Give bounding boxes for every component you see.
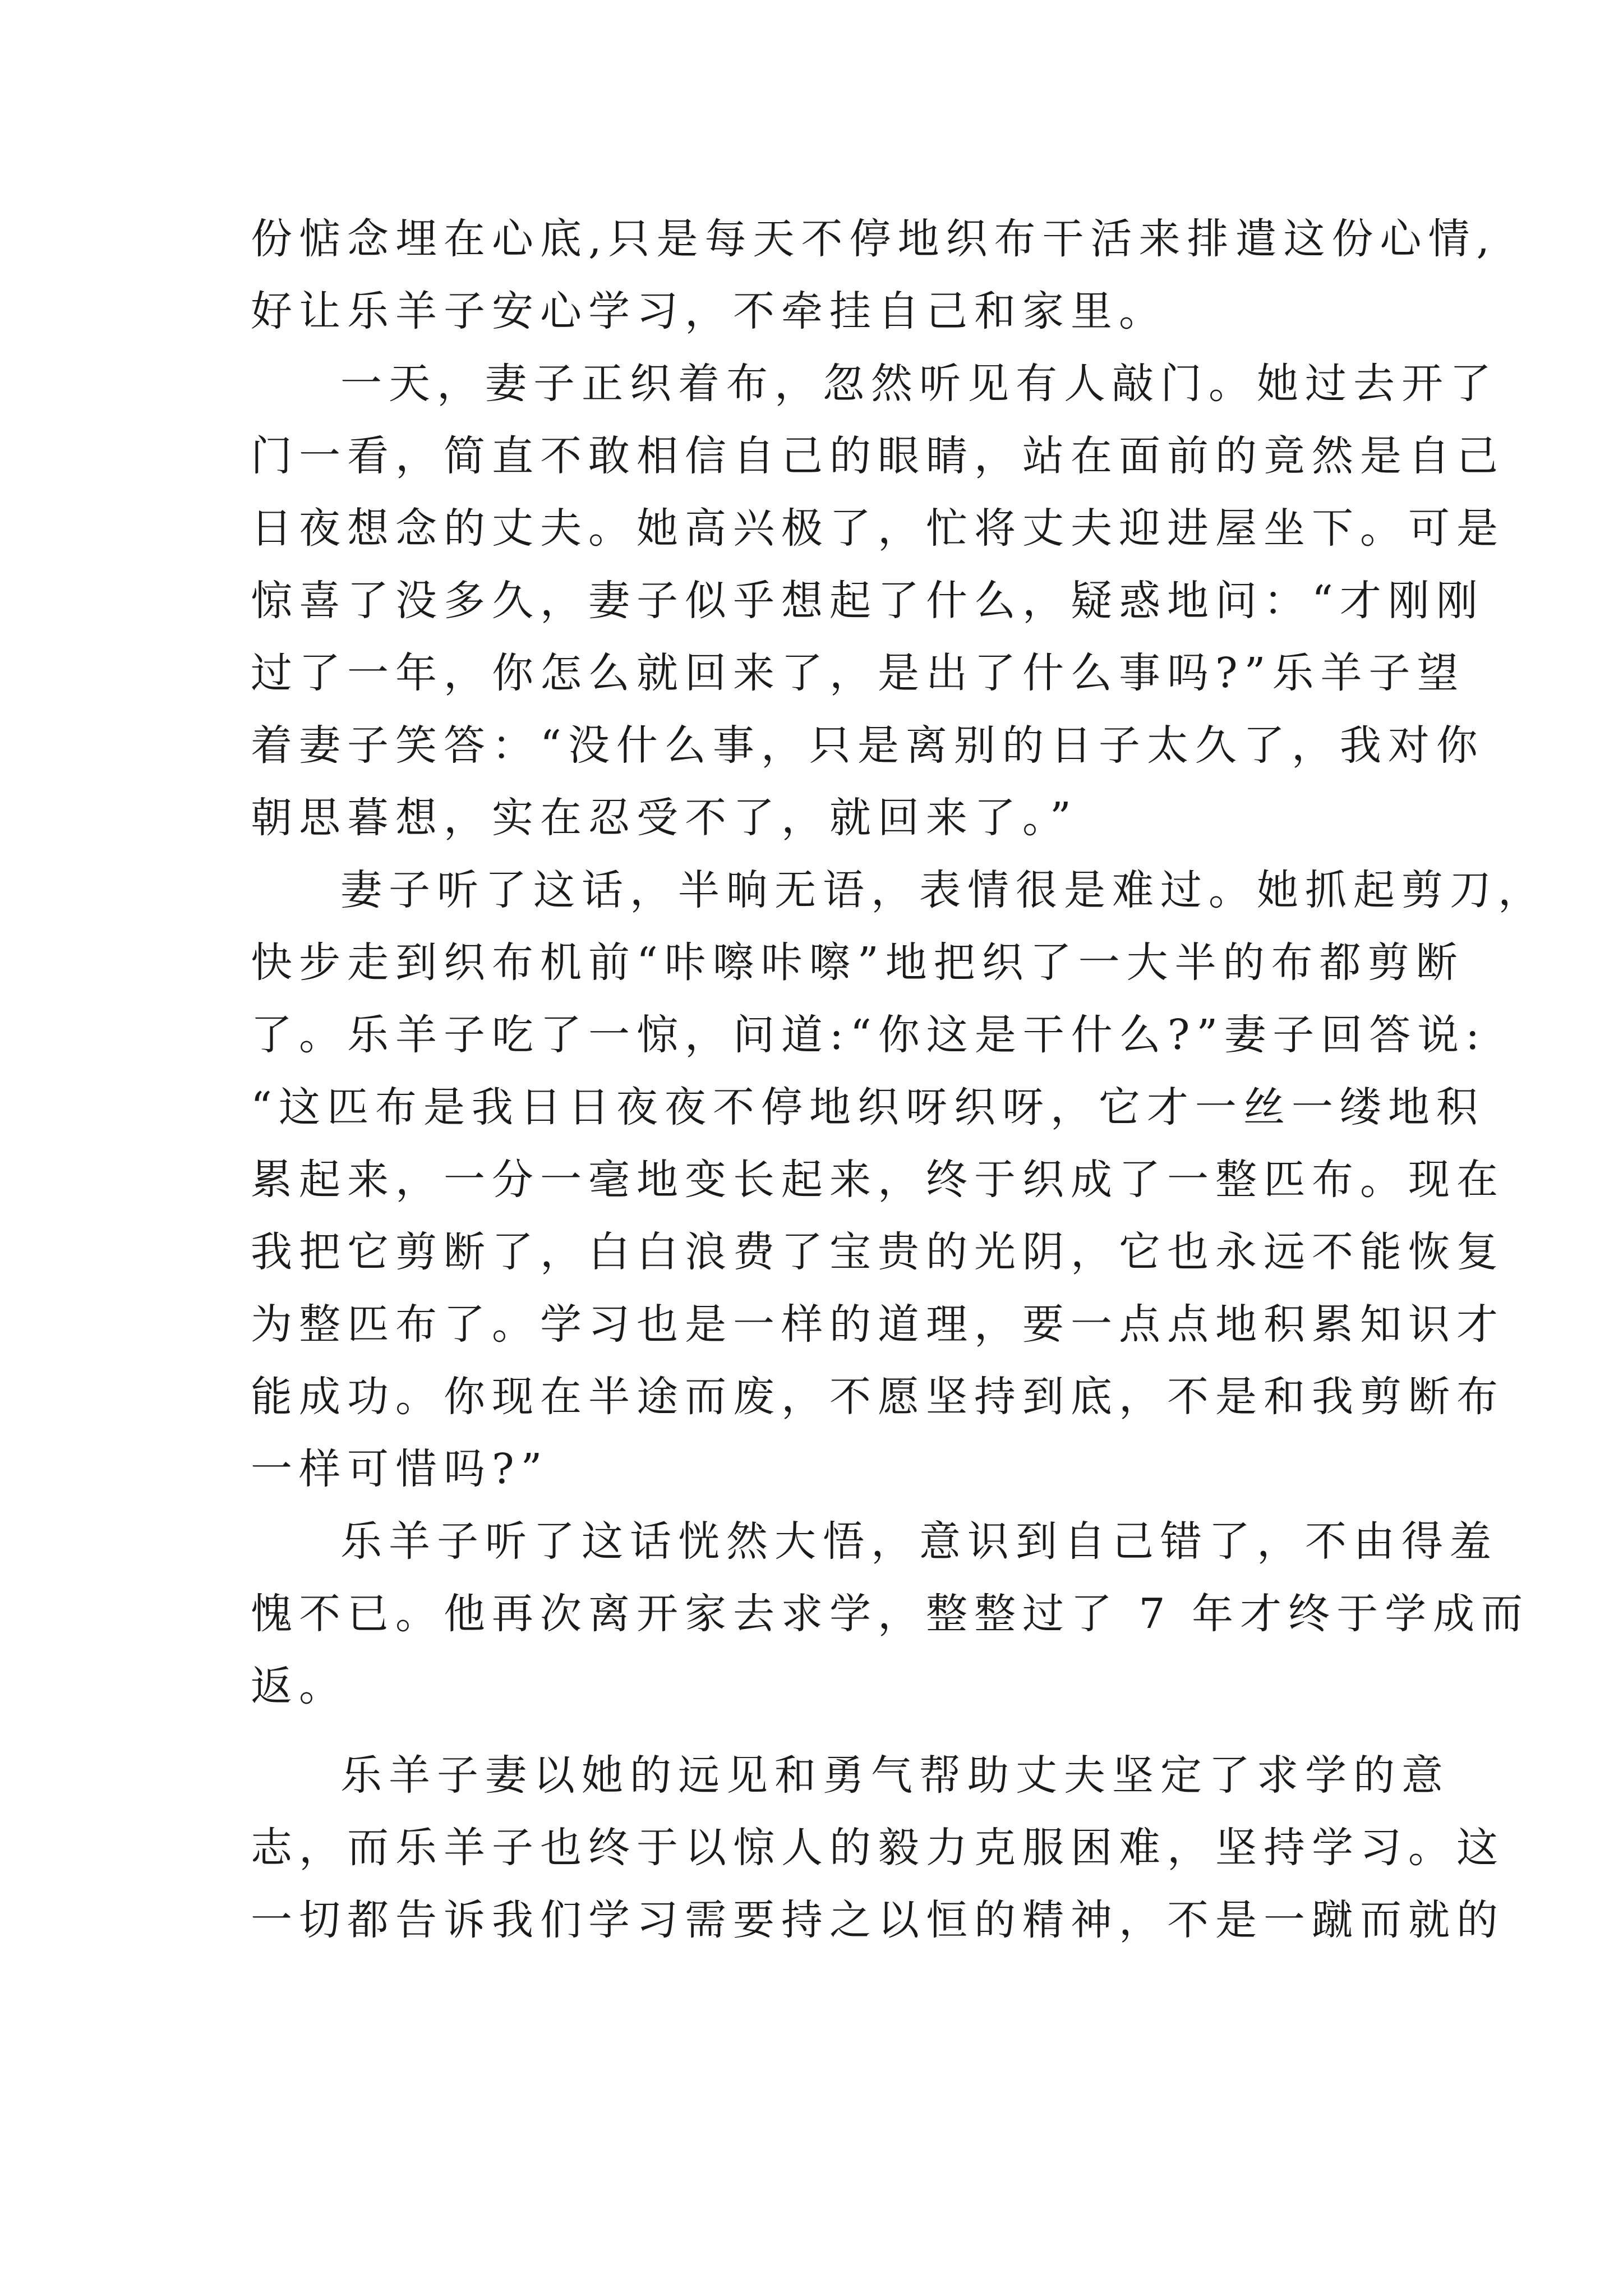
paragraph-first-line: 妻子听了这话，半晌无语，表情很是难过。她抓起剪刀， (340, 866, 1546, 914)
text-line: 了。乐羊子吃了一惊，问道:“你这是干什么?”妻子回答说: (251, 1011, 1487, 1059)
text-line: 我把它剪断了，白白浪费了宝贵的光阴，它也永远不能恢复 (251, 1228, 1505, 1276)
body-text (251, 203, 1546, 1957)
text-line: 返。 (251, 1662, 347, 1710)
text-line: 志，而乐羊子也终于以惊人的毅力克服困难，坚持学习。这 (251, 1824, 1505, 1872)
paragraph-first-line: 乐羊子听了这话恍然大悟，意识到自己错了，不由得羞 (340, 1517, 1498, 1566)
text-line: 日夜想念的丈夫。她高兴极了，忙将丈夫迎进屋坐下。可是 (251, 504, 1505, 553)
text-line: 能成功。你现在半途而废，不愿坚持到底，不是和我剪断布 (251, 1373, 1505, 1421)
text-line: 累起来，一分一毫地变长起来，终于织成了一整匹布。现在 (251, 1156, 1505, 1204)
text-line: 着妻子笑答：“没什么事，只是离别的日子太久了，我对你 (251, 721, 1484, 770)
paragraph-first-line: 一天，妻子正织着布，忽然听见有人敲门。她过去开了 (340, 360, 1498, 408)
text-line: 惊喜了没多久，妻子似乎想起了什么，疑惑地问：“才刚刚 (251, 577, 1484, 625)
text-line: 门一看，简直不敢相信自己的眼睛，站在面前的竟然是自己 (251, 432, 1505, 480)
text-line: 份惦念埋在心底,只是每天不停地织布干活来排遣这份心情, (251, 215, 1497, 263)
text-line: 朝思暮想，实在忍受不了，就回来了。” (251, 794, 1078, 842)
text-line: 好让乐羊子安心学习，不牵挂自己和家里。 (251, 287, 1167, 335)
paragraph-first-line: 乐羊子妻以她的远见和勇气帮助丈夫坚定了求学的意 (340, 1751, 1450, 1800)
text-line: 过了一年，你怎么就回来了，是出了什么事吗?”乐羊子望 (251, 649, 1465, 697)
text-line: 一样可惜吗?” (251, 1445, 549, 1493)
text-line: 一切都告诉我们学习需要持之以恒的精神，不是一蹴而就的 (251, 1896, 1505, 1944)
text-line: 快步走到织布机前“咔嚓咔嚓”地把织了一大半的布都剪断 (251, 938, 1464, 987)
text-line: 愧不已。他再次离开家去求学，整整过了 7 年才终于学成而 (251, 1590, 1530, 1638)
text-line: 为整匹布了。学习也是一样的道理，要一点点地积累知识才 (251, 1300, 1505, 1349)
text-line: “这匹布是我日日夜夜不停地织呀织呀，它才一丝一缕地积 (251, 1083, 1484, 1131)
